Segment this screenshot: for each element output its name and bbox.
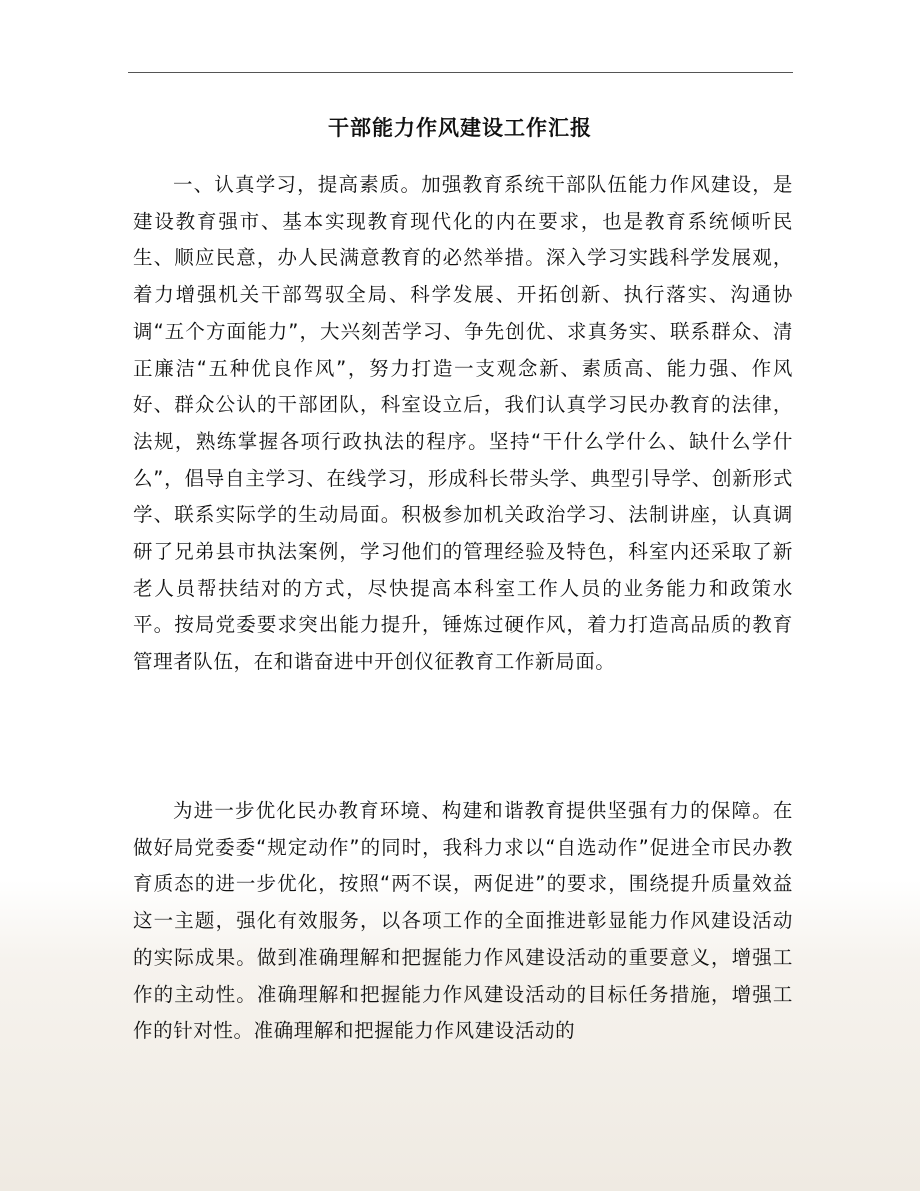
- header-rule: [128, 72, 793, 73]
- body-paragraph-1: 一、认真学习，提高素质。加强教育系统干部队伍能力作风建设，是建设教育强市、基本实现教育现代化的内在要求，也是教育系统倾听民生、顺应民意，办人民满意教育的必然举措。深入学习实践科学发展观，着力增强机关干部驾驭全局、科学发展、开拓创新、执行落实、沟通协调“五个方面能力”，大兴刻苦学习、争先创优、求真务实、联系群众、清正廉洁“五种优良作风”，努力打造一支观念新、素质高、能力强、作风好、群众公认的干部团队，科室设立后，我们认真学习民办教育的法律，法规，熟练掌握各项行政执法的程序。坚持“干什么学什么、缺什么学什么”，倡导自主学习、在线学习，形成科长带头学、典型引导学、创新形式学、联系实际学的生动局面。积极参加机关政治学习、法制讲座，认真调研了兄弟县市执法案例，学习他们的管理经验及特色，科室内还采取了新老人员帮扶结对的方式，尽快提高本科室工作人员的业务能力和政策水平。按局党委要求突出能力提升，锤炼过硬作风，着力打造高品质的教育管理者队伍，在和谐奋进中开创仪征教育工作新局面。: [133, 173, 793, 674]
- document-title: 干部能力作风建设工作汇报: [328, 116, 592, 140]
- body-paragraph-2: 为进一步优化民办教育环境、构建和谐教育提供坚强有力的保障。在做好局党委委“规定动作”的同时，我科力求以“自选动作”促进全市民办教育质态的进一步优化，按照“两不误，两促进”的要求，围绕提升质量效益这一主题，强化有效服务，以各项工作的全面推进彰显能力作风建设活动的实际成果。做到准确理解和把握能力作风建设活动的重要意义，增强工作的主动性。准确理解和把握能力作风建设活动的目标任务措施，增强工作的针对性。准确理解和把握能力作风建设活动的: [133, 799, 793, 1043]
